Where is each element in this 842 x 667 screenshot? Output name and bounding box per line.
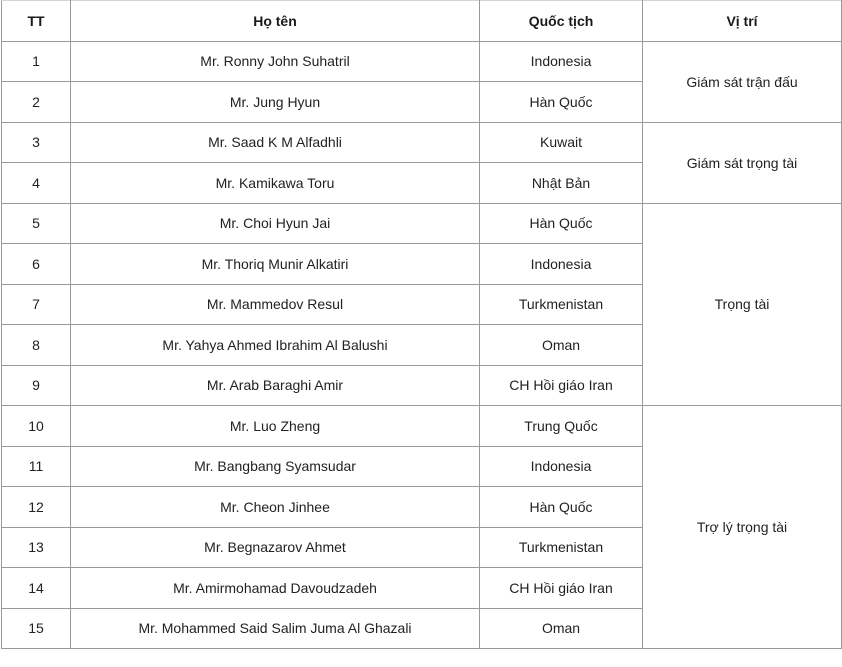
cell-name: Mr. Amirmohamad Davoudzadeh [71,568,480,609]
table-row [2,41,842,82]
cell-nationality: Hàn Quốc [480,203,643,244]
header-name: Họ tên [71,1,480,42]
cell-tt: 8 [2,325,71,366]
cell-nationality: Indonesia [480,446,643,487]
table-header-row [2,1,842,42]
cell-name: Mr. Begnazarov Ahmet [71,527,480,568]
table-row [2,203,842,244]
cell-tt: 7 [2,284,71,325]
cell-nationality: CH Hồi giáo Iran [480,568,643,609]
cell-name: Mr. Jung Hyun [71,82,480,123]
header-position: Vị trí [643,1,842,42]
cell-nationality: Hàn Quốc [480,487,643,528]
cell-tt: 13 [2,527,71,568]
table-row [2,406,842,447]
cell-name: Mr. Ronny John Suhatril [71,41,480,82]
cell-name: Mr. Cheon Jinhee [71,487,480,528]
header-tt: TT [2,1,71,42]
cell-tt: 14 [2,568,71,609]
cell-tt: 15 [2,608,71,649]
cell-nationality: Nhật Bản [480,163,643,204]
cell-nationality: CH Hồi giáo Iran [480,365,643,406]
cell-nationality: Hàn Quốc [480,82,643,123]
cell-tt: 9 [2,365,71,406]
cell-tt: 4 [2,163,71,204]
cell-tt: 6 [2,244,71,285]
cell-tt: 2 [2,82,71,123]
cell-name: Mr. Mohammed Said Salim Juma Al Ghazali [71,608,480,649]
cell-name: Mr. Saad K M Alfadhli [71,122,480,163]
table-body [2,41,842,649]
cell-position: Trợ lý trọng tài [643,406,842,649]
cell-nationality: Kuwait [480,122,643,163]
cell-name: Mr. Bangbang Syamsudar [71,446,480,487]
cell-nationality: Turkmenistan [480,284,643,325]
cell-nationality: Indonesia [480,41,643,82]
cell-name: Mr. Kamikawa Toru [71,163,480,204]
cell-position: Trọng tài [643,203,842,406]
cell-nationality: Oman [480,608,643,649]
header-nationality: Quốc tịch [480,1,643,42]
cell-tt: 1 [2,41,71,82]
cell-tt: 10 [2,406,71,447]
cell-tt: 11 [2,446,71,487]
cell-name: Mr. Choi Hyun Jai [71,203,480,244]
cell-name: Mr. Yahya Ahmed Ibrahim Al Balushi [71,325,480,366]
cell-nationality: Oman [480,325,643,366]
cell-name: Mr. Thoriq Munir Alkatiri [71,244,480,285]
cell-nationality: Trung Quốc [480,406,643,447]
cell-name: Mr. Mammedov Resul [71,284,480,325]
cell-tt: 3 [2,122,71,163]
officials-table [1,0,842,649]
cell-position: Giám sát trọng tài [643,122,842,203]
cell-name: Mr. Arab Baraghi Amir [71,365,480,406]
cell-nationality: Turkmenistan [480,527,643,568]
cell-nationality: Indonesia [480,244,643,285]
cell-tt: 12 [2,487,71,528]
table-row [2,122,842,163]
cell-name: Mr. Luo Zheng [71,406,480,447]
cell-tt: 5 [2,203,71,244]
cell-position: Giám sát trận đấu [643,41,842,122]
